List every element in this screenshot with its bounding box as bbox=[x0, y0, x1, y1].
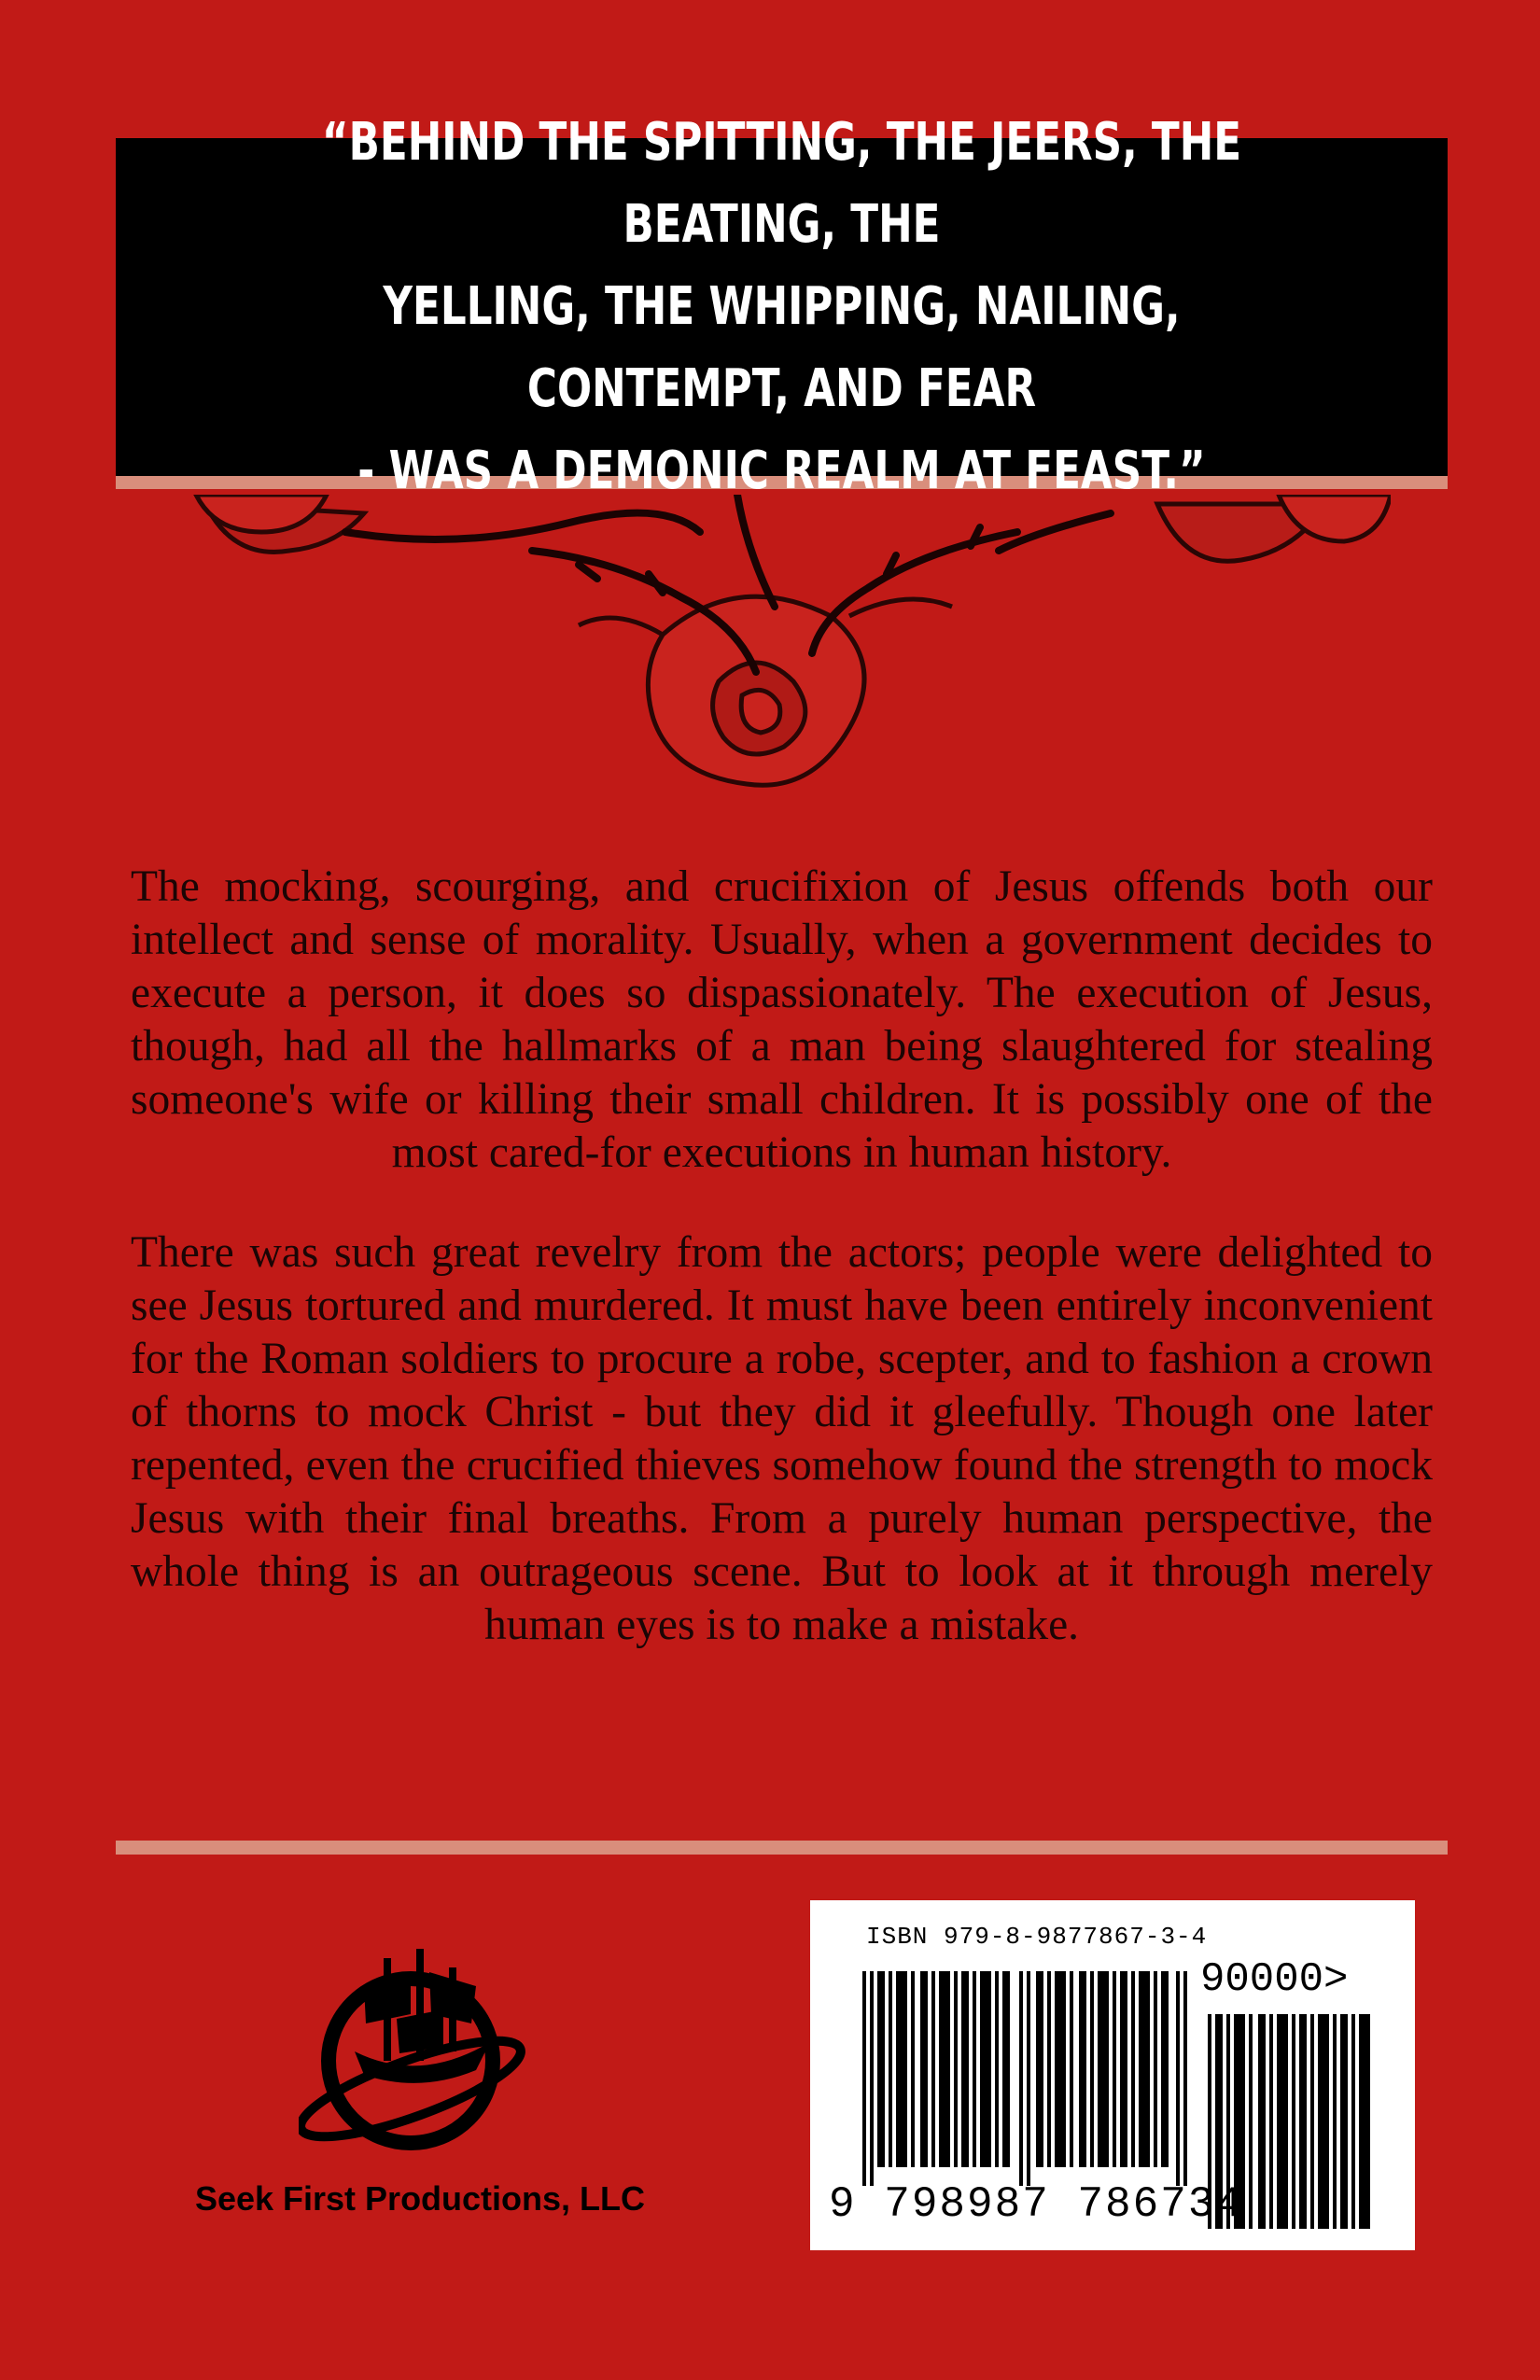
blurb-paragraph-1: The mocking, scourging, and crucifixion of Jesus offends both our intellect and sense of morality. Usually, when a government decides to execute a person, it does so dispassionately. The execution of Jesus, though, had all the hallmarks of a man being slaughtered for stealing someone's wife or killing their small children. It is possibly one of the most cared-for executions in human history. bbox=[131, 862, 1433, 1177]
isbn-barcode bbox=[810, 1900, 1415, 2250]
ean-digits: 9 798987 786734 bbox=[829, 2180, 1244, 2229]
pull-quote: “BEHIND THE SPITTING, THE JEERS, THE BEATING, THE YELLING, THE WHIPPING, NAILING, CONTEMPT, AND FEAR - WAS A DEMONIC REALM AT FEAST.” bbox=[321, 112, 1242, 501]
publisher-name: Seek First Productions, LLC bbox=[194, 2179, 646, 2218]
back-cover-blurb bbox=[131, 861, 1433, 1699]
isbn-label: ISBN 979-8-9877867-3-4 bbox=[866, 1923, 1208, 1951]
blurb-paragraph-2: There was such great revelry from the actors; people were delighted to see Jesus tortured and murdered. It must have been entirely inconvenient for the Roman soldiers to procure a robe, scepter, and to fashion a crown of thorns to mock Christ - but they did it gleefully. Though one later repented, even the crucified thieves somehow found the strength to mock Jesus with their final breaths. From a purely human perspective, the whole thing is an outrageous scene. But to look at it through merely human eyes is to make a mistake. bbox=[131, 1228, 1433, 1649]
price-code: 90000> bbox=[1200, 1956, 1349, 2003]
quote-box bbox=[116, 112, 1448, 501]
ean-barcode-bars bbox=[862, 1971, 1195, 2186]
divider-line bbox=[116, 1841, 1448, 1855]
roses-illustration bbox=[177, 495, 1391, 803]
globe-ship-icon bbox=[299, 1921, 541, 2163]
